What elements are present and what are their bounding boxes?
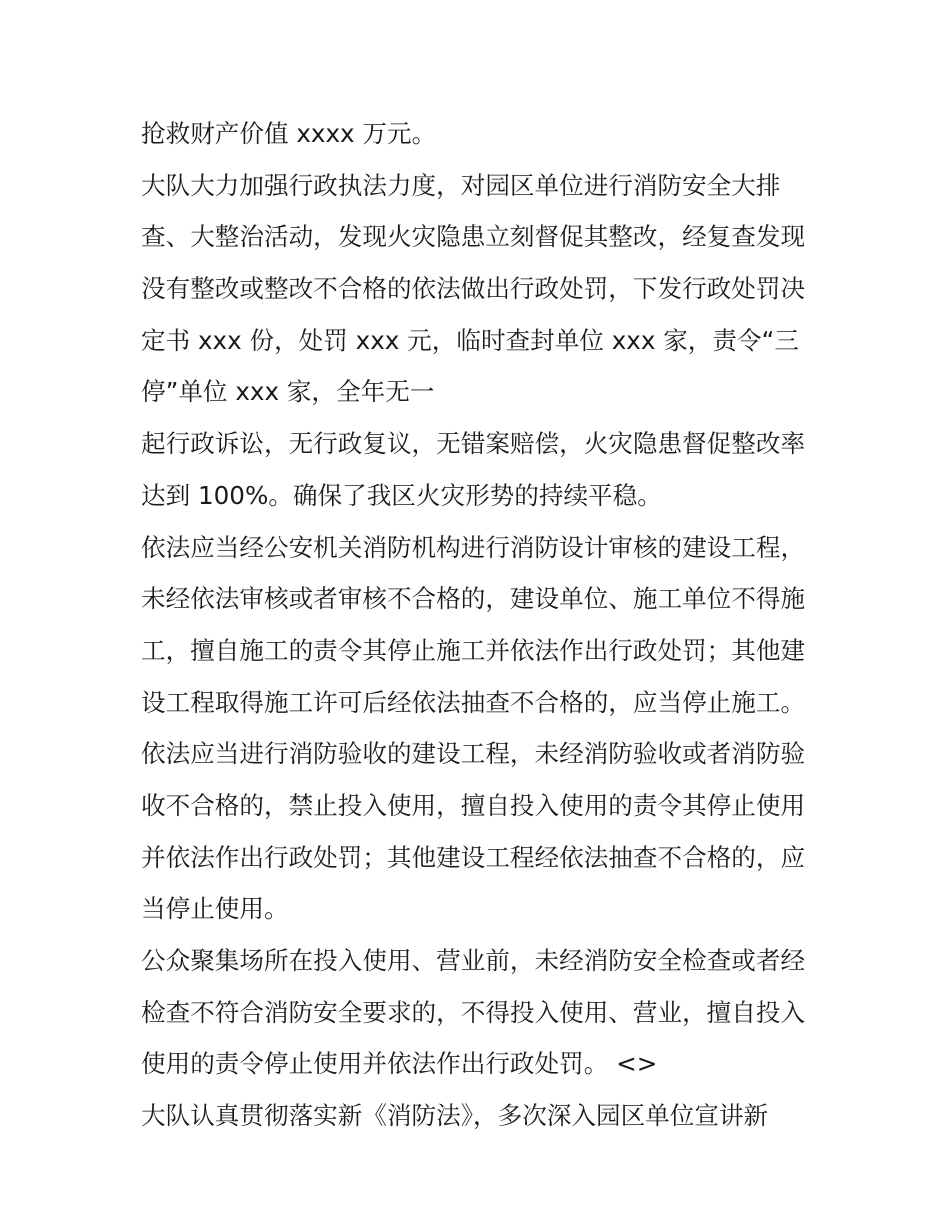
text-line: 起行政诉讼，无行政复议，无错案赔偿，火灾隐患督促整改率 (141, 429, 806, 459)
text-line: 设工程取得施工许可后经依法抽查不合格的，应当停止施工。 (141, 687, 806, 717)
text-line: 大队大力加强行政执法力度，对园区单位进行消防安全大排 (141, 170, 781, 200)
text-line: 大队认真贯彻落实新《消防法》，多次深入园区单位宣讲新 (141, 1101, 769, 1131)
text-line: 工，擅自施工的责令其停止施工并依法作出行政处罚；其他建 (141, 635, 806, 665)
text-line: 停”单位 xxx 家，全年无一 (141, 377, 435, 407)
text-line: 没有整改或整改不合格的依法做出行政处罚，下发行政处罚决 (141, 274, 806, 304)
text-line: 检查不符合消防安全要求的，不得投入使用、营业，擅自投入 (141, 997, 806, 1027)
text-line: 并依法作出行政处罚；其他建设工程经依法抽查不合格的，应 (141, 842, 806, 872)
text-line: 达到 100%。确保了我区火灾形势的持续平稳。 (141, 480, 662, 510)
text-line: 查、大整治活动，发现火灾隐患立刻督促其整改，经复查发现 (141, 222, 806, 252)
text-line: 使用的责令停止使用并依法作出行政处罚。 <> (141, 1049, 658, 1079)
text-line: 当停止使用。 (141, 894, 289, 924)
text-line: 公众聚集场所在投入使用、营业前，未经消防安全检查或者经 (141, 946, 806, 975)
text-line: 定书 xxx 份，处罚 xxx 元，临时查封单位 xxx 家，责令“三 (141, 325, 799, 355)
text-line: 依法应当经公安机关消防机构进行消防设计审核的建设工程， (141, 532, 806, 562)
text-line: 未经依法审核或者审核不合格的，建设单位、施工单位不得施 (141, 584, 806, 614)
text-line: 收不合格的，禁止投入使用，擅自投入使用的责令其停止使用 (141, 790, 806, 820)
document-body (141, 108, 821, 1142)
text-line: 抢救财产价值 xxxx 万元。 (141, 119, 437, 148)
text-line: 依法应当进行消防验收的建设工程，未经消防验收或者消防验 (141, 739, 806, 769)
